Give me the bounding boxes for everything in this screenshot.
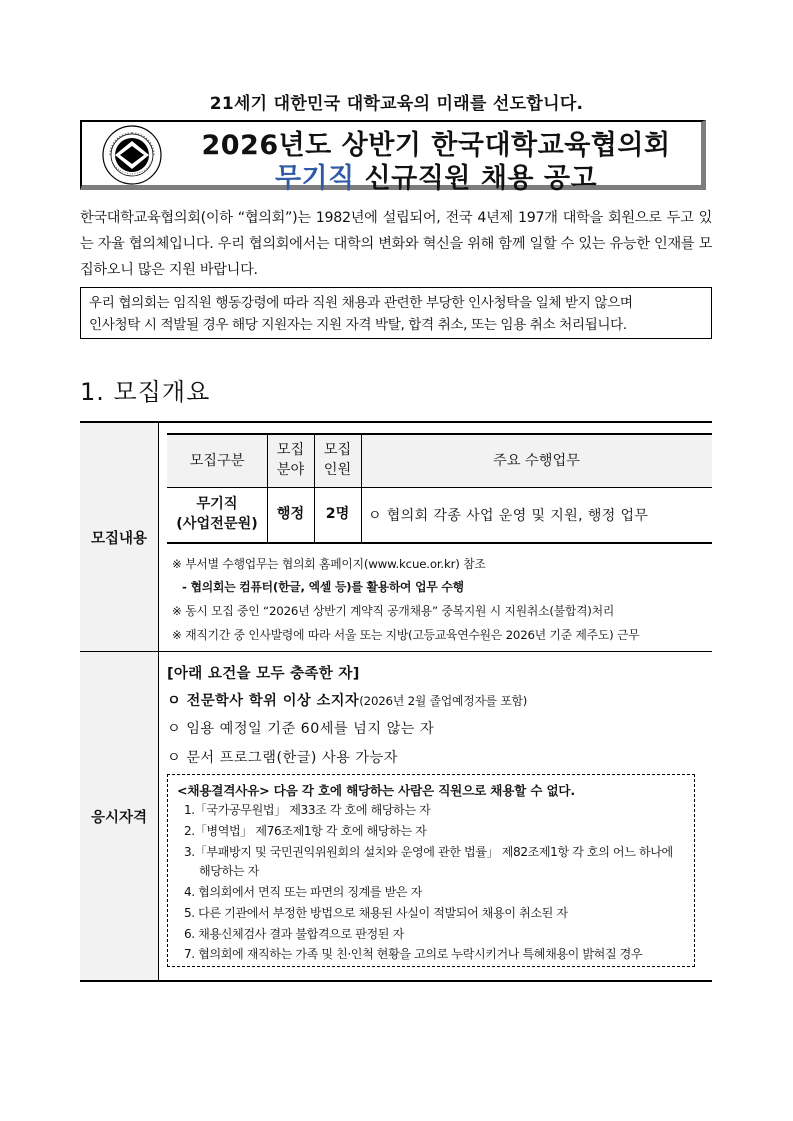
notice-box — [80, 287, 712, 339]
note-item: ※ 재직기간 중 인사발령에 따라 서울 또는 지방(고등교육연수원은 2026년 기준 제주도) 근무 — [172, 628, 640, 642]
row-label-qualification: 응시자격 — [90, 810, 148, 826]
table-mid-rule — [80, 651, 712, 652]
note-item: - 협의회는 컴퓨터(한글, 엑셀 등)를 활용하여 업무 수행 — [182, 580, 464, 594]
disqualification-item: 해당하는 자 — [199, 864, 259, 878]
disqualification-item: 3.「부패방지 및 국민권익위원회의 설치와 운영에 관한 법률」 제82조제1항 각 호의 어느 하나에 — [184, 845, 673, 859]
qualification-degree: ㅇ 전문학사 학위 이상 소지자 — [167, 693, 360, 709]
disqualification-item: 5. 다른 기관에서 부정한 방법으로 채용된 사실이 적발되어 채용이 취소된 자 — [184, 906, 568, 920]
notice-line2: 인사청탁 시 적발될 경우 해당 지원자는 지원 자격 박탈, 합격 취소, 또는 임용 취소 처리됩니다. — [89, 317, 627, 333]
qualification-item: ㅇ 임용 예정일 기준 60세를 넘지 않는 자 — [167, 721, 435, 737]
header-field: 모집 분야 — [276, 442, 305, 478]
row-label-recruit: 모집내용 — [90, 531, 148, 547]
qualification-item — [167, 690, 527, 710]
disqualification-item: 4. 협의회에서 면직 또는 파면의 징계를 받은 자 — [184, 885, 422, 899]
table-rule — [167, 433, 712, 435]
notice-line1: 우리 협의회는 임직원 행동강령에 따라 직원 채용과 관련한 부당한 인사청탁을 일체 받지 않으며 — [89, 295, 633, 311]
page-title-line1: 2026년도 상반기 한국대학교육협의회 — [201, 130, 671, 161]
table-rule — [167, 487, 712, 488]
kcue-seal-logo-icon — [102, 125, 162, 185]
note-item: ※ 부서별 수행업무는 협의회 홈페이지(www.kcue.or.kr) 참조 — [172, 557, 486, 571]
category-line2: (사업전문원) — [176, 516, 258, 532]
note-item: ※ 동시 모집 중인 “2026년 상반기 계약직 공개채용” 중복지원 시 지원취소(불합격)처리 — [172, 604, 615, 618]
column-divider — [158, 652, 159, 980]
disqualification-item: 1.「국가공무원법」 제33조 각 호에 해당하는 자 — [184, 803, 431, 817]
table-top-rule — [80, 421, 712, 423]
title-box — [80, 120, 706, 194]
intro-paragraph: 한국대학교육협의회(이하 “협의회”)는 1982년에 설립되어, 전국 4년제 197개 대학을 회원으로 두고 있는 자율 협의체입니다. 우리 협의회에서는 대학의 변화와 혁신을 위해 함께 일할 수 있는 유능한 인재를 모집하오니 많은 지원 바랍니다. — [80, 210, 712, 278]
qualification-degree-note: (2026년 2월 졸업예정자를 포함) — [359, 694, 528, 708]
disqualification-item: 7. 협의회에 재직하는 가족 및 친·인척 현황을 고의로 누락시키거나 특혜채용이 밝혀질 경우 — [184, 947, 643, 961]
disqualification-item: 2.「병역법」 제76조제1항 각 호에 해당하는 자 — [184, 824, 427, 838]
header-category: 모집구분 — [189, 453, 245, 469]
qualification-item: ㅇ 문서 프로그램(한글) 사용 가능자 — [167, 750, 398, 766]
category-line1: 무기직 — [196, 496, 238, 512]
qualification-heading: [아래 요건을 모두 충족한 자] — [167, 666, 360, 682]
disqualification-title: <채용결격사유> 다음 각 호에 해당하는 사람은 직원으로 채용할 수 없다. — [177, 783, 575, 798]
field-value: 행정 — [276, 506, 305, 522]
count-value: 2명 — [325, 506, 350, 522]
tagline: 21세기 대한민국 대학교육의 미래를 선도합니다. — [209, 94, 584, 114]
table-bottom-rule — [80, 980, 712, 982]
title-rest: 신규직원 채용 공고 — [354, 163, 598, 194]
header-duty: 주요 수행업무 — [493, 453, 580, 469]
title-highlight: 무기직 — [274, 163, 355, 194]
page-title-line2 — [177, 156, 695, 195]
disqualification-item: 6. 채용신체검사 결과 불합격으로 판정된 자 — [184, 927, 404, 941]
section-title: 1. 모집개요 — [80, 378, 211, 406]
recruit-table — [167, 433, 712, 544]
column-divider — [158, 423, 159, 651]
table-rule — [167, 542, 712, 544]
header-count: 모집 인원 — [323, 442, 352, 478]
duty-value: ㅇ 협의회 각종 사업 운영 및 지원, 행정 업무 — [368, 508, 649, 524]
